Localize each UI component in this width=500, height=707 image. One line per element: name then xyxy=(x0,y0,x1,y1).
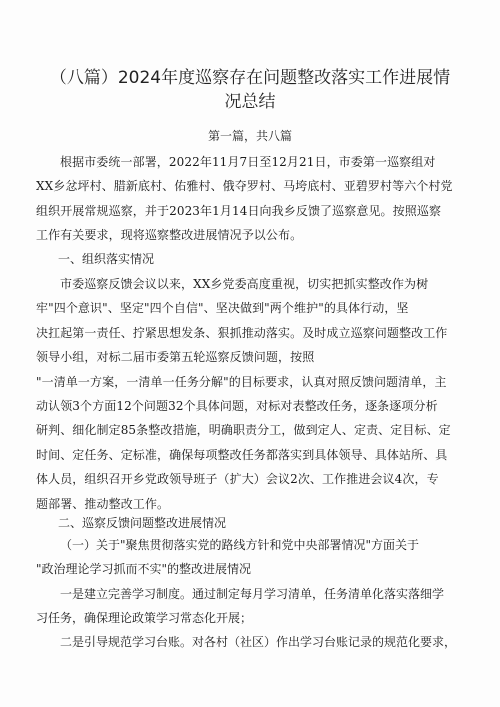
body-line: 市委巡察反馈会议以来，XX乡党委高度重视，切实把抓实整改作为树 xyxy=(60,277,429,291)
section-1-heading: 一、组织落实情况 xyxy=(58,252,155,266)
body-line: 牢"四个意识"、坚定"四个自信"、坚决做到"两个维护"的具体行动，坚 xyxy=(36,301,409,316)
intro-line: XX乡忿坪村、腊新底村、佑雅村、俄夺罗村、马垮底村、亚碧罗村等六个村党 xyxy=(36,179,453,194)
part-indicator: 第一篇，共八篇 xyxy=(207,129,292,143)
body-line: 动认领3个方面12个问题32个具体问题，对标对表整改任务，逐条逐项分析 xyxy=(36,399,438,414)
point-line: 一是建立完善学习制度。通过制定每月学习清单，任务清单化落实落细学 xyxy=(60,587,445,601)
body-line: 题部署、推动整改工作。 xyxy=(36,496,170,511)
point-line: 二是引导规范学习台账。对各村（社区）作出学习台账记录的规范化要求， xyxy=(60,635,457,649)
subsection-line: （一）关于"聚焦贯彻落实党的路线方针和党中央部署情况"方面关于 xyxy=(60,538,420,552)
body-line: 决扛起第一责任、拧紧思想发条、狠抓推动落实。及时成立巡察问题整改工作 xyxy=(36,325,448,340)
subsection-line: "政治理论学习抓而不实"的整改进展情况 xyxy=(36,562,252,576)
intro-line: 工作有关要求，现将巡察整改进展情况予以公布。 xyxy=(36,228,303,243)
section-2-heading: 二、巡察反馈问题整改进展情况 xyxy=(58,516,227,530)
section-1-body xyxy=(36,272,470,516)
point-1 xyxy=(36,582,470,630)
intro-line: 组织开展常规巡察，并于2023年1月14日向我乡反馈了巡察意见。按照巡察 xyxy=(36,203,442,218)
body-line: 研判、细化制定85条整改措施，明确职责分工，做到定人、定责、定目标、定 xyxy=(36,423,451,438)
body-line: 领导小组，对标二届市委第五轮巡察反馈问题，按照 xyxy=(36,350,315,365)
intro-paragraph xyxy=(36,150,470,248)
body-line: "一清单一方案，一清单一任务分解"的目标要求，认真对照反馈问题清单，主 xyxy=(36,374,447,389)
body-line: 时间、定任务、定标准，确保每项整改任务都落实到具体领导、具体站所、具 xyxy=(36,447,448,462)
title-line-2: 况总结 xyxy=(224,92,276,112)
subsection-1 xyxy=(36,533,470,581)
intro-line: 根据市委统一部署，2022年11月7日至12月21日，市委第一巡察组对 xyxy=(60,155,436,169)
point-line: 习任务，确保理论政策学习常态化开展； xyxy=(36,611,253,625)
document-title xyxy=(40,66,460,114)
title-line-1: （八篇）2024年度巡察存在问题整改落实工作进展情 xyxy=(49,68,451,88)
point-2 xyxy=(36,630,470,654)
body-line: 体人员，组织召开乡党政领导班子（扩大）会议2次、工作推进会议4次，专 xyxy=(36,472,439,487)
